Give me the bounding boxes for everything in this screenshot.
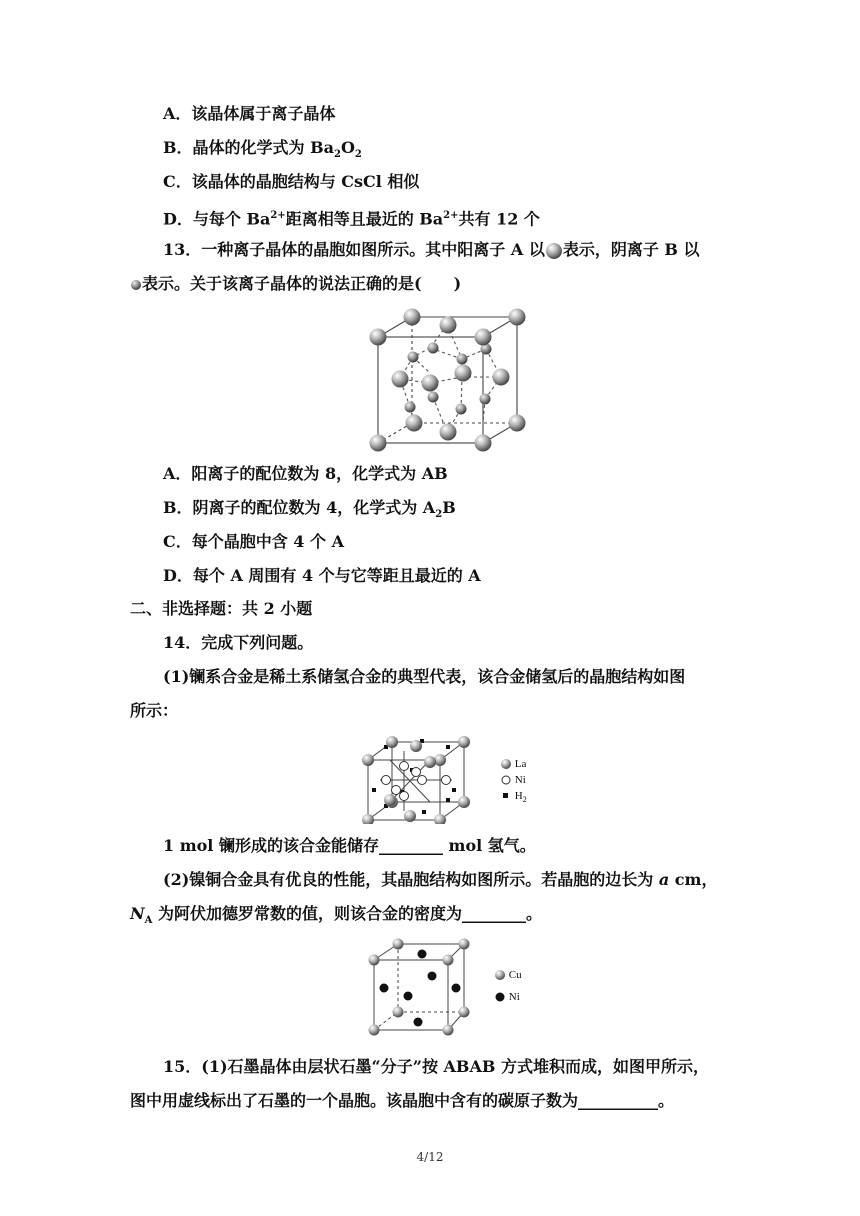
q15-line1: 15．(1)石墨晶体由层状石墨“分子”按 ABAB 方式堆积而成，如图甲所示，	[163, 1057, 709, 1076]
h2-square-icon	[500, 790, 512, 802]
cation-a-icon	[545, 242, 563, 260]
q12-option-c: C．该晶体的晶胞结构与 CsCl 相似	[163, 172, 420, 191]
anion-b-icon	[130, 279, 142, 291]
q14-title: 14．完成下列问题。	[163, 633, 314, 652]
q13-option-c: C．每个晶胞中含 4 个 A	[163, 532, 344, 551]
q12-option-a: A．该晶体属于离子晶体	[163, 104, 336, 123]
cu-icon	[494, 969, 506, 981]
q14-part1-line1: (1)镧系合金是稀土系储氢合金的典型代表，该合金储氢后的晶胞结构如图	[163, 667, 686, 686]
page-number: 4/12	[416, 1150, 444, 1164]
ionic-crystal-cell-diagram	[362, 305, 534, 453]
q14-part2-line1: (2)镍铜合金具有优良的性能，其晶胞结构如图所示。若晶胞的边长为 a cm，	[163, 870, 718, 889]
q14-part1-line2: 所示：	[130, 701, 179, 720]
q12-option-b: B．晶体的化学式为 $Ba_2O_2$	[163, 138, 362, 161]
q13-stem-line2: 表示。关于该离子晶体的说法正确的是( )	[130, 273, 461, 295]
q14-part1-question: 1 mol 镧形成的该合金能储存________ mol 氢气。	[163, 836, 536, 855]
ni-open-circle-icon	[500, 774, 512, 786]
ni-filled-circle-icon	[494, 991, 506, 1003]
cuni-alloy-cell-diagram	[364, 936, 472, 1036]
q13-option-d: D．每个 A 周围有 4 个与它等距且最近的 A	[163, 566, 481, 585]
q12-option-d: D．与每个 $Ba^{2+}$距离相等且最近的 $Ba^{2+}$共有 12 个	[163, 209, 540, 229]
section-heading: 二、非选择题：共 2 小题	[130, 599, 313, 618]
q15-line2: 图中用虚线标出了石墨的一个晶胞。该晶胞中含有的碳原子数为__________。	[130, 1091, 675, 1110]
q13-option-b: B．阴离子的配位数为 4，化学式为 $A_2B$	[163, 498, 456, 521]
q13-option-a: A．阳离子的配位数为 8，化学式为 AB	[163, 464, 448, 483]
q14-part2-line2: $N_A$ 为阿伏加德罗常数的值，则该合金的密度为________。	[130, 904, 542, 927]
legend-lani: La Ni $H_2$	[500, 756, 527, 808]
lani-alloy-cell-diagram	[360, 736, 472, 824]
legend-cuni: Cu Ni	[494, 964, 522, 1008]
q13-stem-line1: 13．一种离子晶体的晶胞如图所示。其中阳离子 A 以 表示，阴离子 B 以	[163, 240, 700, 259]
la-icon	[500, 758, 512, 770]
